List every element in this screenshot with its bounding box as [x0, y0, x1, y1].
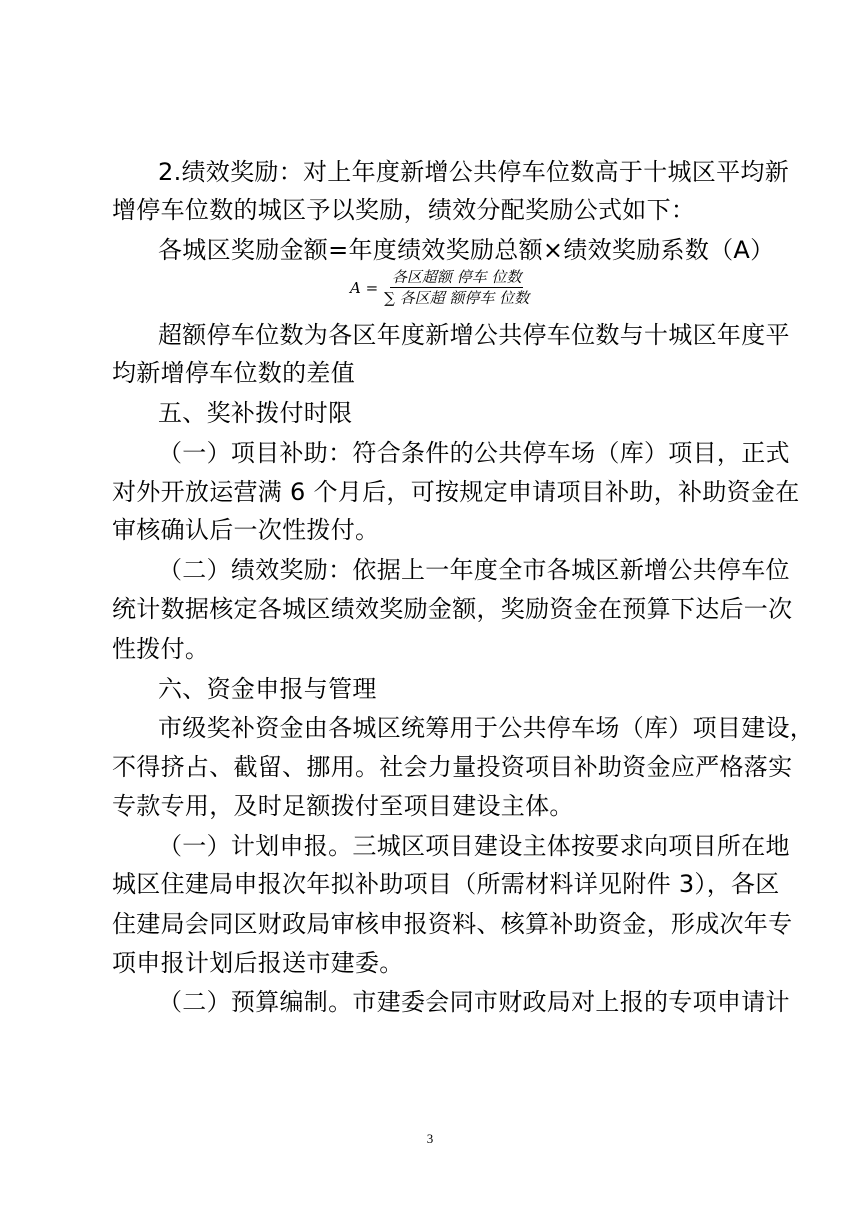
text-line: （一）项目补助：符合条件的公共停车场（库）项目，正式 — [158, 439, 790, 467]
text-line: 市级奖补资金由各城区统筹用于公共停车场（库）项目建设， — [158, 714, 815, 742]
reward-formula — [350, 268, 531, 307]
formula-denominator: ∑ 各区超 额停车 位数 — [384, 289, 530, 307]
text-line: 住建局会同区财政局审核申报资料、核算补助资金，形成次年专 — [112, 910, 793, 938]
text-line: 城区住建局申报次年拟补助项目（所需材料详见附件 3），各区 — [112, 870, 780, 898]
text-line: 性拨付。 — [112, 635, 210, 663]
page-number: 3 — [426, 1131, 434, 1146]
text-line: （一）计划申报。三城区项目建设主体按要求向项目所在地 — [158, 832, 790, 860]
text-line: 增停车位数的城区予以奖励，绩效分配奖励公式如下： — [112, 196, 696, 224]
section-heading: 五、奖补拨付时限 — [158, 399, 353, 427]
text-line: 对外开放运营满 6 个月后，可按规定申请项目补助，补助资金在 — [112, 478, 800, 506]
section-heading: 六、资金申报与管理 — [158, 675, 377, 703]
text-line: 项申报计划后报送市建委。 — [112, 949, 404, 977]
formula-fraction — [382, 268, 531, 307]
text-line: 审核确认后一次性拨付。 — [112, 516, 380, 544]
text-line: 不得挤占、截留、挪用。社会力量投资项目补助资金应严格落实 — [112, 753, 793, 781]
text-line: 2.绩效奖励：对上年度新增公共停车位数高于十城区平均新 — [158, 158, 789, 186]
formula-numerator: 各区超额 停车 位数 — [391, 268, 522, 286]
text-line: （二）绩效奖励：依据上一年度全市各城区新增公共停车位 — [158, 556, 790, 584]
text-line: 统计数据核定各城区绩效奖励金额，奖励资金在预算下达后一次 — [112, 595, 793, 623]
text-line: 专款专用，及时足额拨付至项目建设主体。 — [112, 792, 574, 820]
text-line: 均新增停车位数的差值 — [112, 359, 355, 387]
text-line: 各城区奖励金额=年度绩效奖励总额×绩效奖励系数（A） — [158, 236, 775, 264]
text-line: （二）预算编制。市建委会同市财政局对上报的专项申请计 — [158, 988, 790, 1016]
formula-lhs: A = — [350, 278, 379, 297]
text-line: 超额停车位数为各区年度新增公共停车位数与十城区年度平 — [158, 321, 790, 349]
